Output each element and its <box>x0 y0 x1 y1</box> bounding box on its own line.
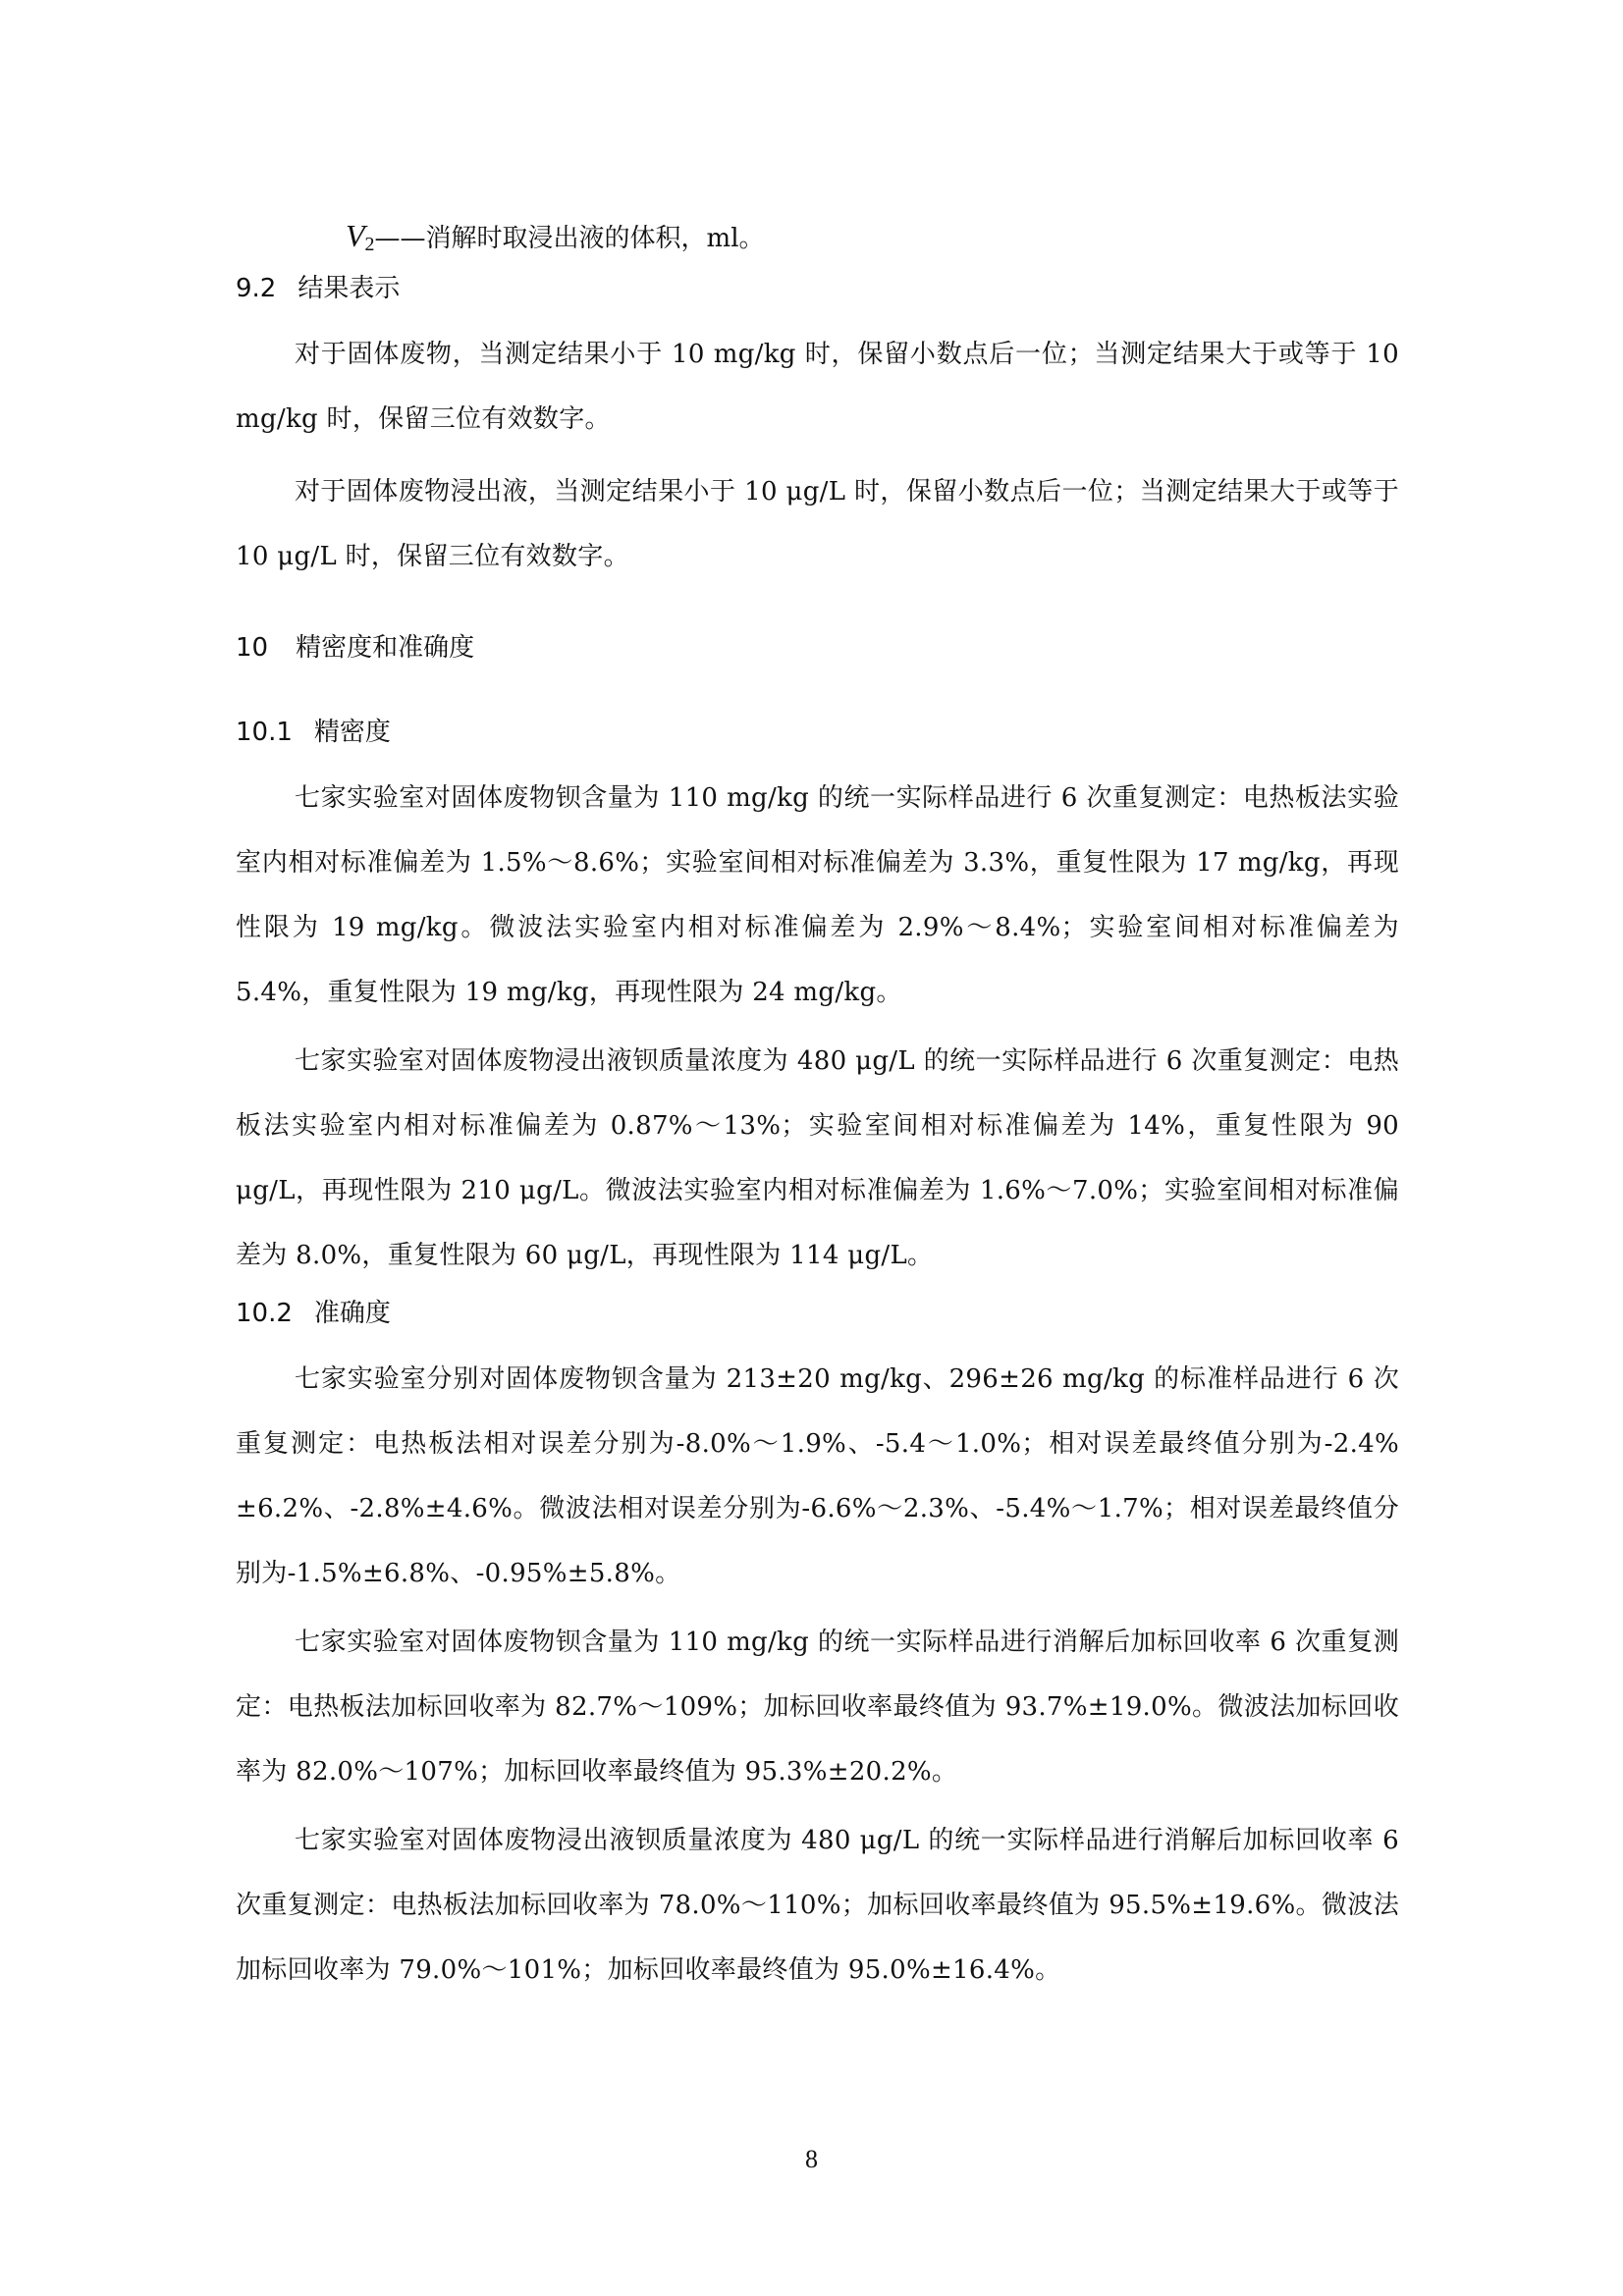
paragraph: 七家实验室对固体废物钡含量为 110 mg/kg 的统一实际样品进行 6 次重复测定：电热板法实验室内相对标准偏差为 1.5%～8.6%；实验室间相对标准偏差为 3.3%，重复性限为 17 mg/kg，再现性限为 19 mg/kg。微波法实验室内相对标准偏差为 2.9%～8.4%；实验室间相对标准偏差为 5.4%，重复性限为 19 mg/kg，再现性限为 24 mg/kg。 <box>236 783 1399 1007</box>
section-heading-9-2 <box>236 267 1399 310</box>
paragraph: 七家实验室对固体废物钡含量为 110 mg/kg 的统一实际样品进行消解后加标回收率 6 次重复测定：电热板法加标回收率为 82.7%～109%；加标回收率最终值为 93.7%±19.0%。微波法加标回收率为 82.0%～107%；加标回收率最终值为 95.3%±20.2%。 <box>236 1628 1399 1787</box>
variable-symbol: V <box>346 218 365 253</box>
section-number: 10 <box>236 633 269 663</box>
section-title: 精密度和准确度 <box>296 633 475 663</box>
variable-definition <box>236 206 1399 265</box>
variable-subscript: 2 <box>364 234 375 255</box>
section-title: 准确度 <box>313 1299 391 1328</box>
section-number: 10.2 <box>236 1299 293 1328</box>
paragraph: 七家实验室对固体废物浸出液钡质量浓度为 480 μg/L 的统一实际样品进行 6 次重复测定：电热板法实验室内相对标准偏差为 0.87%～13%；实验室间相对标准偏差为 14%，重复性限为 90 μg/L，再现性限为 210 μg/L。微波法实验室内相对标准偏差为 1.6%～7.0%；实验室间相对标准偏差为 8.0%，重复性限为 60 μg/L，再现性限为 114 μg/L。 <box>236 1046 1399 1270</box>
paragraph: 对于固体废物，当测定结果小于 10 mg/kg 时，保留小数点后一位；当测定结果大于或等于 10 mg/kg 时，保留三位有效数字。 <box>236 340 1399 434</box>
paragraph: 七家实验室对固体废物浸出液钡质量浓度为 480 μg/L 的统一实际样品进行消解后加标回收率 6 次重复测定：电热板法加标回收率为 78.0%～110%；加标回收率最终值为 95.5%±19.6%。微波法加标回收率为 79.0%～101%；加标回收率最终值为 95.0%±16.4%。 <box>236 1826 1399 1985</box>
section-heading-10 <box>236 626 1399 669</box>
paragraph: 七家实验室分别对固体废物钡含量为 213±20 mg/kg、296±26 mg/kg 的标准样品进行 6 次重复测定：电热板法相对误差分别为-8.0%～1.9%、-5.4～1.0%；相对误差最终值分别为-2.4%±6.2%、-2.8%±4.6%。微波法相对误差分别为-6.6%～2.3%、-5.4%～1.7%；相对误差最终值分别为-1.5%±6.8%、-0.95%±5.8%。 <box>236 1364 1399 1588</box>
section-heading-10-2 <box>236 1292 1399 1335</box>
section-title: 结果表示 <box>298 274 401 303</box>
page-number: 8 <box>805 2145 818 2173</box>
section-title: 精密度 <box>313 718 391 747</box>
paragraph: 对于固体废物浸出液，当测定结果小于 10 μg/L 时，保留小数点后一位；当测定结果大于或等于 10 μg/L 时，保留三位有效数字。 <box>236 477 1399 571</box>
section-heading-10-1 <box>236 711 1399 754</box>
section-number: 10.1 <box>236 718 293 747</box>
variable-description: ——消解时取浸出液的体积，ml。 <box>374 224 765 253</box>
section-number: 9.2 <box>236 274 277 303</box>
page-content <box>236 206 1399 2002</box>
